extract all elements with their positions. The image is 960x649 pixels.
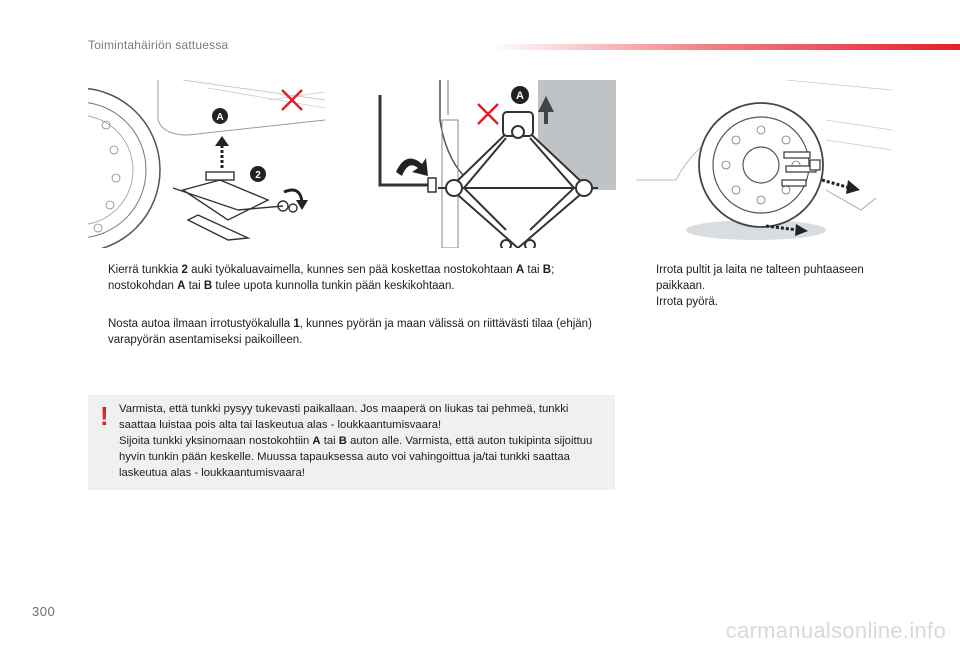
illustration-wheel-removal <box>636 80 892 248</box>
warning-line-1: Varmista, että tunkki pysyy tukevasti paikallaan. Jos maaperä on liukas tai pehmeä, tunkki saattaa luistaa pois alta tai laskeutua alas - loukkaantumisvaara! <box>119 403 569 431</box>
label-a: A <box>516 90 524 102</box>
illustration-jack-closeup <box>378 80 616 248</box>
bullet-icon <box>88 316 108 348</box>
page-number: 300 <box>32 604 56 619</box>
warning-text <box>119 401 605 481</box>
warning-line-2: Sijoita tunkki yksinomaan nostokohtiin A tai B auton alle. Varmista, että auton tukipinta sijoittuu hyvin tunkin pään keskelle. Muussa tapauksessa auto voi vahingoittua ja/tai tunkki saattaa laskeutua alas - loukkaantumisvaara! <box>119 435 593 479</box>
arrow-up-icon <box>215 136 229 168</box>
step-text: Irrota pultit ja laita ne talteen puhtaaseen paikkaan. <box>656 264 864 292</box>
step-item-1 <box>88 262 616 294</box>
watermark: carmanualsonline.info <box>725 618 946 643</box>
not-here-x-icon <box>478 104 498 124</box>
bullet-icon <box>636 294 656 310</box>
rotate-arrow-icon <box>396 158 428 176</box>
label-a: A <box>216 112 224 123</box>
scissor-jack-drawing <box>173 172 297 240</box>
section-title: Toimintahäiriön sattuessa <box>88 38 229 52</box>
bullet-icon <box>636 262 656 294</box>
step-item-2 <box>88 316 616 348</box>
warning-icon: ! <box>100 401 109 431</box>
label-2: 2 <box>255 170 261 181</box>
step-item-3 <box>636 262 892 294</box>
step-text: Nosta autoa ilmaan irrotustyökalulla 1, kunnes pyörän ja maan välissä on riittävästi tilaa (ehjän) varapyörän asentamiseksi paikoilleen. <box>108 318 592 346</box>
not-here-x-icon <box>282 90 302 110</box>
warning-box <box>88 395 615 490</box>
step-list-left <box>88 262 616 348</box>
illustration-jack-placement <box>88 80 325 248</box>
bullet-icon <box>88 262 108 294</box>
step-text: Kierrä tunkkia 2 auki työkaluavaimella, kunnes sen pää koskettaa nostokohtaan A tai B; nostokohdan A tai B tulee upota kunnolla tunkin pään keskikohtaan. <box>108 264 555 292</box>
header-accent-bar <box>490 44 960 50</box>
step-item-4 <box>636 294 892 310</box>
step-list-right <box>636 262 892 310</box>
tyre-drawing <box>699 103 823 227</box>
step-text: Irrota pyörä. <box>656 296 718 308</box>
